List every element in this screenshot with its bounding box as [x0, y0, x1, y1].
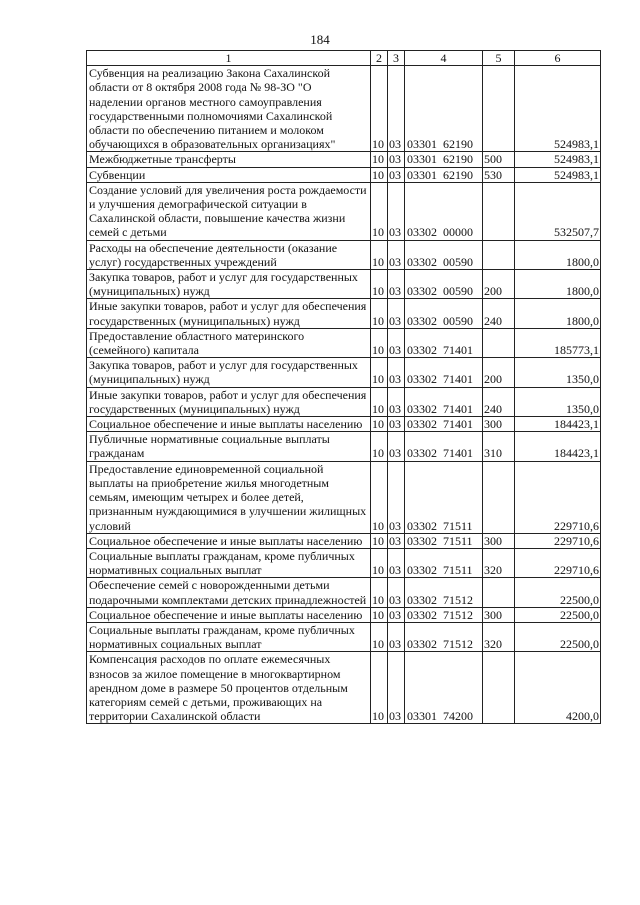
subsection-code-cell: 03 [388, 328, 405, 357]
row-name-cell: Компенсация расходов по оплате ежемесячных взносов за жилое помещение в многоквартирном арендном доме в размере 50 процентов отдельным категориям семей с детьми, проживающих на территории Сахалинской области [87, 652, 371, 724]
header-col-6: 6 [515, 51, 601, 66]
amount-cell: 184423,1 [515, 417, 601, 432]
section-code-cell: 10 [371, 533, 388, 548]
subsection-code-cell: 03 [388, 167, 405, 182]
amount-cell: 1800,0 [515, 270, 601, 299]
table-row [87, 387, 601, 416]
target-article-cell: 03302 71511 [405, 461, 483, 533]
expense-type-cell: 240 [483, 299, 515, 328]
expense-type-cell [483, 240, 515, 269]
target-article-cell: 03302 71401 [405, 417, 483, 432]
row-name-cell: Субвенции [87, 167, 371, 182]
header-col-4: 4 [405, 51, 483, 66]
subsection-code-cell: 03 [388, 358, 405, 387]
subsection-code-cell: 03 [388, 182, 405, 240]
section-code-cell: 10 [371, 182, 388, 240]
expense-type-cell: 320 [483, 622, 515, 651]
expense-type-cell: 530 [483, 167, 515, 182]
section-code-cell: 10 [371, 299, 388, 328]
subsection-code-cell: 03 [388, 578, 405, 607]
subsection-code-cell: 03 [388, 432, 405, 461]
amount-cell: 4200,0 [515, 652, 601, 724]
section-code-cell: 10 [371, 461, 388, 533]
expense-type-cell: 300 [483, 607, 515, 622]
target-article-cell: 03302 71511 [405, 533, 483, 548]
subsection-code-cell: 03 [388, 652, 405, 724]
section-code-cell: 10 [371, 652, 388, 724]
expense-type-cell: 200 [483, 358, 515, 387]
table-row [87, 652, 601, 724]
amount-cell: 229710,6 [515, 533, 601, 548]
row-name-cell: Социальные выплаты гражданам, кроме публичных нормативных социальных выплат [87, 622, 371, 651]
section-code-cell: 10 [371, 622, 388, 651]
header-col-1: 1 [87, 51, 371, 66]
section-code-cell: 10 [371, 152, 388, 167]
row-name-cell: Иные закупки товаров, работ и услуг для обеспечения государственных (муниципальных) нужд [87, 299, 371, 328]
table-row [87, 328, 601, 357]
target-article-cell: 03302 71512 [405, 578, 483, 607]
amount-cell: 1800,0 [515, 240, 601, 269]
table-row [87, 461, 601, 533]
row-name-cell: Предоставление единовременной социальной выплаты на приобретение жилья многодетным семьям, имеющим четырех и более детей, признанным нуждающимися в улучшении жилищных условий [87, 461, 371, 533]
table-row [87, 432, 601, 461]
expense-type-cell [483, 652, 515, 724]
amount-cell: 22500,0 [515, 607, 601, 622]
expense-type-cell [483, 578, 515, 607]
header-col-5: 5 [483, 51, 515, 66]
header-row [87, 51, 601, 66]
subsection-code-cell: 03 [388, 417, 405, 432]
table-row [87, 548, 601, 577]
row-name-cell: Предоставление областного материнского (семейного) капитала [87, 328, 371, 357]
table-row [87, 66, 601, 152]
expense-type-cell [483, 328, 515, 357]
row-name-cell: Иные закупки товаров, работ и услуг для обеспечения государственных (муниципальных) нужд [87, 387, 371, 416]
subsection-code-cell: 03 [388, 299, 405, 328]
row-name-cell: Межбюджетные трансферты [87, 152, 371, 167]
amount-cell: 1350,0 [515, 358, 601, 387]
table-row [87, 578, 601, 607]
table-row [87, 358, 601, 387]
amount-cell: 524983,1 [515, 66, 601, 152]
page-number: 184 [310, 32, 330, 47]
amount-cell: 524983,1 [515, 167, 601, 182]
section-code-cell: 10 [371, 417, 388, 432]
section-code-cell: 10 [371, 240, 388, 269]
target-article-cell: 03302 00000 [405, 182, 483, 240]
section-code-cell: 10 [371, 328, 388, 357]
subsection-code-cell: 03 [388, 622, 405, 651]
amount-cell: 184423,1 [515, 432, 601, 461]
row-name-cell: Социальное обеспечение и иные выплаты населению [87, 533, 371, 548]
amount-cell: 22500,0 [515, 622, 601, 651]
amount-cell: 22500,0 [515, 578, 601, 607]
table-row [87, 167, 601, 182]
section-code-cell: 10 [371, 607, 388, 622]
row-name-cell: Расходы на обеспечение деятельности (оказание услуг) государственных учреждений [87, 240, 371, 269]
table-row [87, 270, 601, 299]
table-row [87, 240, 601, 269]
subsection-code-cell: 03 [388, 533, 405, 548]
row-name-cell: Субвенция на реализацию Закона Сахалинской области от 8 октября 2008 года № 98-ЗО "О наделении органов местного самоуправления государственными полномочиями Сахалинской области по обеспечению питанием и молоком обучающихся в образовательных организациях" [87, 66, 371, 152]
amount-cell: 1350,0 [515, 387, 601, 416]
target-article-cell: 03302 71512 [405, 622, 483, 651]
subsection-code-cell: 03 [388, 607, 405, 622]
section-code-cell: 10 [371, 270, 388, 299]
amount-cell: 229710,6 [515, 548, 601, 577]
expense-type-cell: 310 [483, 432, 515, 461]
amount-cell: 524983,1 [515, 152, 601, 167]
target-article-cell: 03302 00590 [405, 299, 483, 328]
row-name-cell: Публичные нормативные социальные выплаты гражданам [87, 432, 371, 461]
target-article-cell: 03302 00590 [405, 270, 483, 299]
table-row [87, 622, 601, 651]
target-article-cell: 03302 71511 [405, 548, 483, 577]
row-name-cell: Социальное обеспечение и иные выплаты населению [87, 607, 371, 622]
expense-type-cell: 200 [483, 270, 515, 299]
row-name-cell: Социальные выплаты гражданам, кроме публичных нормативных социальных выплат [87, 548, 371, 577]
subsection-code-cell: 03 [388, 548, 405, 577]
table-row [87, 152, 601, 167]
section-code-cell: 10 [371, 578, 388, 607]
header-col-2: 2 [371, 51, 388, 66]
section-code-cell: 10 [371, 548, 388, 577]
expense-type-cell: 300 [483, 533, 515, 548]
expense-type-cell [483, 66, 515, 152]
expense-type-cell: 320 [483, 548, 515, 577]
subsection-code-cell: 03 [388, 270, 405, 299]
subsection-code-cell: 03 [388, 461, 405, 533]
amount-cell: 229710,6 [515, 461, 601, 533]
row-name-cell: Создание условий для увеличения роста рождаемости и улучшения демографической ситуации в Сахалинской области, повышение качества жизни семей с детьми [87, 182, 371, 240]
row-name-cell: Закупка товаров, работ и услуг для государственных (муниципальных) нужд [87, 358, 371, 387]
subsection-code-cell: 03 [388, 387, 405, 416]
subsection-code-cell: 03 [388, 240, 405, 269]
section-code-cell: 10 [371, 66, 388, 152]
subsection-code-cell: 03 [388, 152, 405, 167]
target-article-cell: 03301 62190 [405, 66, 483, 152]
expense-type-cell: 500 [483, 152, 515, 167]
table-row [87, 607, 601, 622]
section-code-cell: 10 [371, 387, 388, 416]
budget-table [86, 50, 601, 724]
row-name-cell: Закупка товаров, работ и услуг для государственных (муниципальных) нужд [87, 270, 371, 299]
target-article-cell: 03302 71512 [405, 607, 483, 622]
target-article-cell: 03302 71401 [405, 358, 483, 387]
target-article-cell: 03301 62190 [405, 152, 483, 167]
expense-type-cell [483, 182, 515, 240]
target-article-cell: 03301 62190 [405, 167, 483, 182]
section-code-cell: 10 [371, 167, 388, 182]
table-row [87, 182, 601, 240]
expense-type-cell [483, 461, 515, 533]
header-col-3: 3 [388, 51, 405, 66]
subsection-code-cell: 03 [388, 66, 405, 152]
row-name-cell: Обеспечение семей с новорожденными детьми подарочными комплектами детских принадлежностей [87, 578, 371, 607]
amount-cell: 1800,0 [515, 299, 601, 328]
table-row [87, 417, 601, 432]
target-article-cell: 03301 74200 [405, 652, 483, 724]
row-name-cell: Социальное обеспечение и иные выплаты населению [87, 417, 371, 432]
target-article-cell: 03302 71401 [405, 432, 483, 461]
section-code-cell: 10 [371, 432, 388, 461]
section-code-cell: 10 [371, 358, 388, 387]
amount-cell: 532507,7 [515, 182, 601, 240]
target-article-cell: 03302 71401 [405, 387, 483, 416]
amount-cell: 185773,1 [515, 328, 601, 357]
table-row [87, 533, 601, 548]
target-article-cell: 03302 00590 [405, 240, 483, 269]
expense-type-cell: 300 [483, 417, 515, 432]
table-row [87, 299, 601, 328]
target-article-cell: 03302 71401 [405, 328, 483, 357]
expense-type-cell: 240 [483, 387, 515, 416]
